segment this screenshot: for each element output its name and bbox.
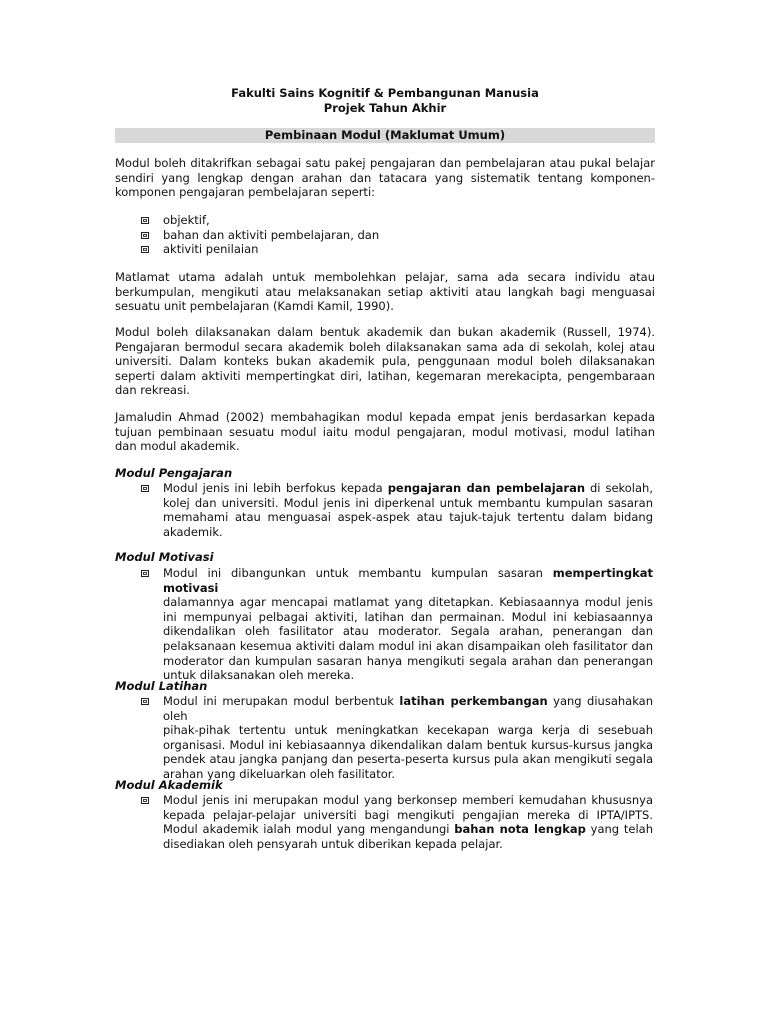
faculty-title: Fakulti Sains Kognitif & Pembangunan Manusia bbox=[231, 86, 539, 100]
item-line: Modul ini merupakan modul berbentuk latihan perkembangan yang diusahakan oleh bbox=[163, 694, 653, 723]
item-line: memahami atau menguasai aspek-aspek atau tajuk-tajuk tertentu dalam bidang bbox=[163, 510, 653, 525]
list-item bbox=[115, 242, 655, 257]
intro-paragraph bbox=[115, 156, 655, 200]
checkbox-bullet-icon bbox=[141, 797, 149, 804]
item-line: arahan yang dikeluarkan oleh fasilitator. bbox=[163, 766, 396, 781]
item-line: akademik. bbox=[163, 524, 223, 539]
section-title-motivasi: Modul Motivasi bbox=[115, 550, 214, 564]
section-title-akademik: Modul Akademik bbox=[115, 778, 223, 792]
item-line: kepada pelajar-pelajar universiti bagi mengikuti pengajian mereka di IPTA/IPTS. bbox=[163, 807, 653, 822]
checkbox-bullet-icon bbox=[141, 217, 149, 224]
paragraph-line: Matlamat utama adalah untuk membolehkan pelajar, sama ada secara individu atau bbox=[115, 270, 655, 284]
checkbox-bullet-icon bbox=[141, 485, 149, 492]
item-line: pelaksanaan kesemua aktiviti dalam modul ini akan disampaikan oleh fasilitator dan bbox=[163, 638, 653, 653]
item-line: Modul jenis ini lebih berfokus kepada pengajaran dan pembelajaran di sekolah, bbox=[163, 481, 653, 495]
paragraph-pelaksanaan bbox=[115, 325, 655, 398]
checkbox-bullet-icon bbox=[141, 698, 149, 705]
intro-line: sendiri yang lengkap dengan arahan dan tatacara yang sistematik tentang komponen- bbox=[115, 170, 655, 185]
list-item bbox=[115, 213, 655, 228]
paragraph-line: sesuatu unit pembelajaran (Kamdi Kamil, 1990). bbox=[115, 299, 394, 314]
paragraph-line: Jamaludin Ahmad (2002) membahagikan modul kepada empat jenis berdasarkan kepada bbox=[115, 410, 655, 424]
list-item-text: aktiviti penilaian bbox=[163, 242, 259, 257]
project-title: Projek Tahun Akhir bbox=[323, 101, 447, 115]
paragraph-line: universiti. Dalam konteks bukan akademik pula, penggunaan modul boleh dilaksanakan bbox=[115, 354, 655, 369]
list-item-text: bahan dan aktiviti pembelajaran, dan bbox=[163, 227, 380, 242]
item-line: pendek atau jangka panjang dan peserta-peserta kursus pula akan mengikuti segala bbox=[163, 752, 653, 767]
paragraph-line: berkumpulan, mengikuti atau melaksanakan setiap aktiviti atau langkah bagi menguasai bbox=[115, 284, 655, 299]
section-banner: Pembinaan Modul (Maklumat Umum) bbox=[115, 128, 655, 143]
checkbox-bullet-icon bbox=[141, 570, 149, 577]
paragraph-jenis-modul bbox=[115, 410, 655, 454]
item-line: Modul jenis ini merupakan modul yang berkonsep memberi kemudahan khususnya bbox=[163, 793, 653, 807]
list-item bbox=[115, 228, 655, 243]
paragraph-line: Pengajaran bermodul secara akademik boleh dilaksanakan sama ada di sekolah, kolej atau bbox=[115, 339, 655, 354]
checkbox-bullet-icon bbox=[141, 246, 149, 253]
list-item-text: objektif, bbox=[163, 213, 210, 227]
item-line: moderator dan kumpulan sasaran hanya mengikuti segala arahan dan penerangan bbox=[163, 653, 653, 668]
section-title-latihan: Modul Latihan bbox=[115, 679, 208, 693]
section-title-pengajaran: Modul Pengajaran bbox=[115, 466, 233, 480]
item-line: pihak-pihak tertentu untuk meningkatkan kecekapan warga kerja di sesebuah bbox=[163, 723, 653, 738]
paragraph-line: Modul boleh dilaksanakan dalam bentuk akademik dan bukan akademik (Russell, 1974). bbox=[115, 325, 655, 339]
item-line: ini mempunyai pelbagai aktiviti, latihan dan permainan. Modul ini kebiasaannya bbox=[163, 609, 653, 624]
intro-bullet-list bbox=[115, 213, 655, 257]
item-line: disediakan oleh pensyarah untuk diberikan kepada pelajar. bbox=[163, 836, 503, 851]
item-line: dikendalikan oleh fasilitator atau moderator. Segala arahan, penerangan dan bbox=[163, 624, 653, 639]
paragraph-line: dan rekreasi. bbox=[115, 383, 190, 398]
item-line: Modul ini dibangunkan untuk membantu kumpulan sasaran mempertingkat motivasi bbox=[163, 566, 653, 595]
item-line: kolej dan universiti. Modul jenis ini diperkenal untuk membantu kumpulan sasaran bbox=[163, 495, 653, 510]
intro-line: Modul boleh ditakrifkan sebagai satu pakej pengajaran dan pembelajaran atau pukal belajar bbox=[115, 156, 655, 170]
paragraph-line: seperti dalam aktiviti mempertingkat diri, latihan, kegemaran merekacipta, pengembaraan bbox=[115, 368, 655, 383]
intro-line: komponen pengajaran pembelajaran seperti: bbox=[115, 185, 376, 200]
item-line: untuk dilaksanakan oleh mereka. bbox=[163, 668, 355, 683]
paragraph-matlamat bbox=[115, 270, 655, 314]
paragraph-line: dan modul akademik. bbox=[115, 439, 240, 454]
item-line: Modul akademik ialah modul yang mengandungi bahan nota lengkap yang telah bbox=[163, 822, 654, 837]
paragraph-line: tujuan pembinaan sesuatu modul iaitu modul pengajaran, modul motivasi, modul latihan bbox=[115, 424, 655, 439]
item-line: organisasi. Modul ini kebiasaannya dikendalikan dalam bentuk kursus-kursus jangka bbox=[163, 737, 653, 752]
checkbox-bullet-icon bbox=[141, 232, 149, 239]
item-line: dalamannya agar mencapai matlamat yang ditetapkan. Kebiasaannya modul jenis bbox=[163, 595, 653, 610]
